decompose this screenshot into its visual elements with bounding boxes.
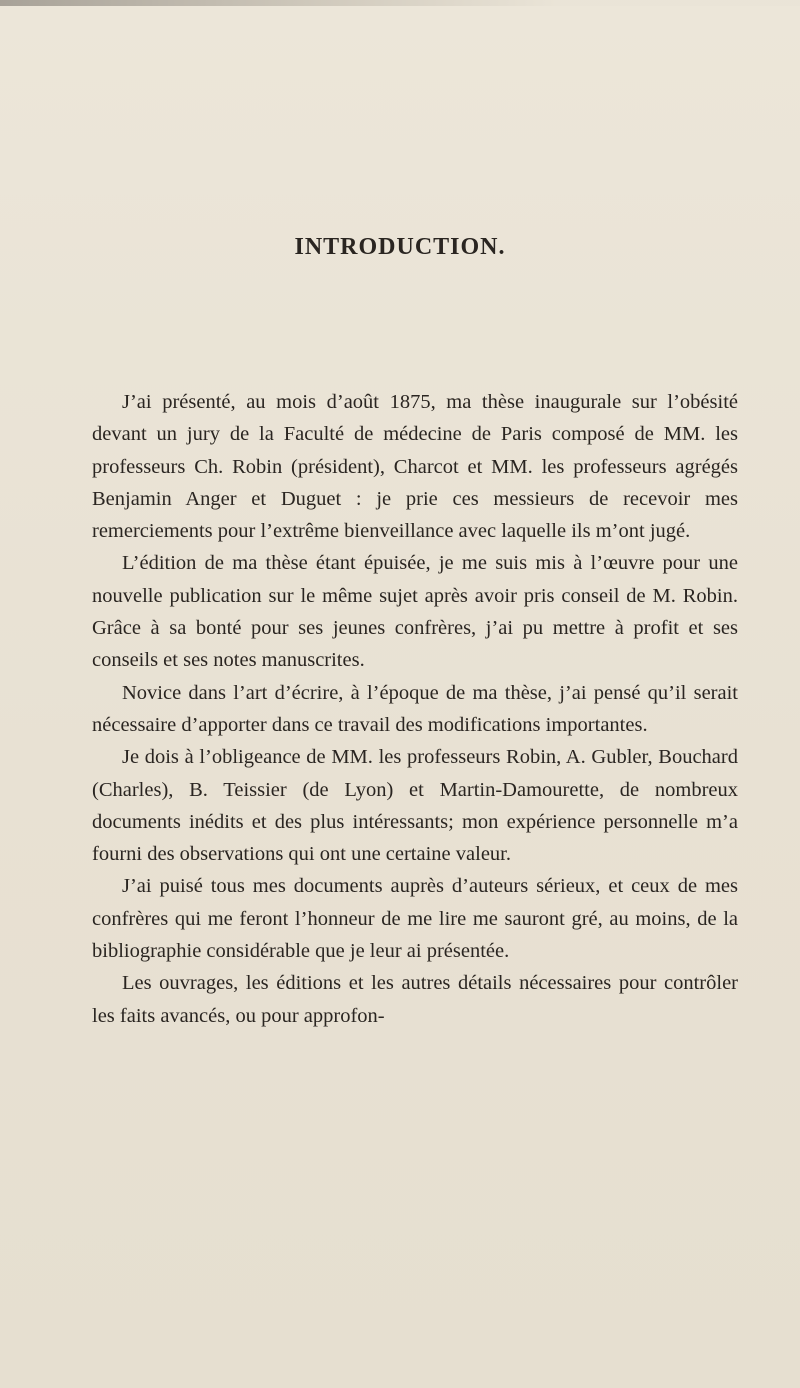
paragraph: J’ai présenté, au mois d’août 1875, ma thèse inaugurale sur l’obésité devant un jury de la Faculté de médecine de Paris composé de MM. les professeurs Ch. Robin (président), Charcot et MM. les professeurs agrégés Benjamin Anger et Duguet : je prie ces messieurs de recevoir mes remerciements pour l’extrême bienveillance avec laquelle ils m’ont jugé. (92, 391, 738, 543)
paragraph: Les ouvrages, les éditions et les autres détails nécessaires pour contrôler les faits avancés, ou pour approfon- (92, 972, 738, 1027)
body-text (92, 386, 738, 1032)
page-top-edge (0, 0, 800, 6)
paragraph: Je dois à l’obligeance de MM. les professeurs Robin, A. Gubler, Bouchard (Charles), B. Teissier (de Lyon) et Martin-Damourette, de nombreux documents inédits et des plus intéressants; mon expérience personnelle m’a fourni des observations qui ont une certaine valeur. (92, 746, 738, 866)
chapter-heading: INTRODUCTION. (294, 234, 506, 261)
paragraph: Novice dans l’art d’écrire, à l’époque de ma thèse, j’ai pensé qu’il serait nécessaire d’apporter dans ce travail des modifications importantes. (92, 681, 738, 736)
paragraph: L’édition de ma thèse étant épuisée, je me suis mis à l’œuvre pour une nouvelle publication sur le même sujet après avoir pris conseil de M. Robin. Grâce à sa bonté pour ses jeunes confrères, j’ai pu mettre à profit et ses conseils et ses notes manuscrites. (92, 552, 738, 672)
paragraph: J’ai puisé tous mes documents auprès d’auteurs sérieux, et ceux de mes confrères qui me feront l’honneur de me lire me sauront gré, au moins, de la bibliographie considérable que je leur ai présentée. (92, 875, 738, 963)
